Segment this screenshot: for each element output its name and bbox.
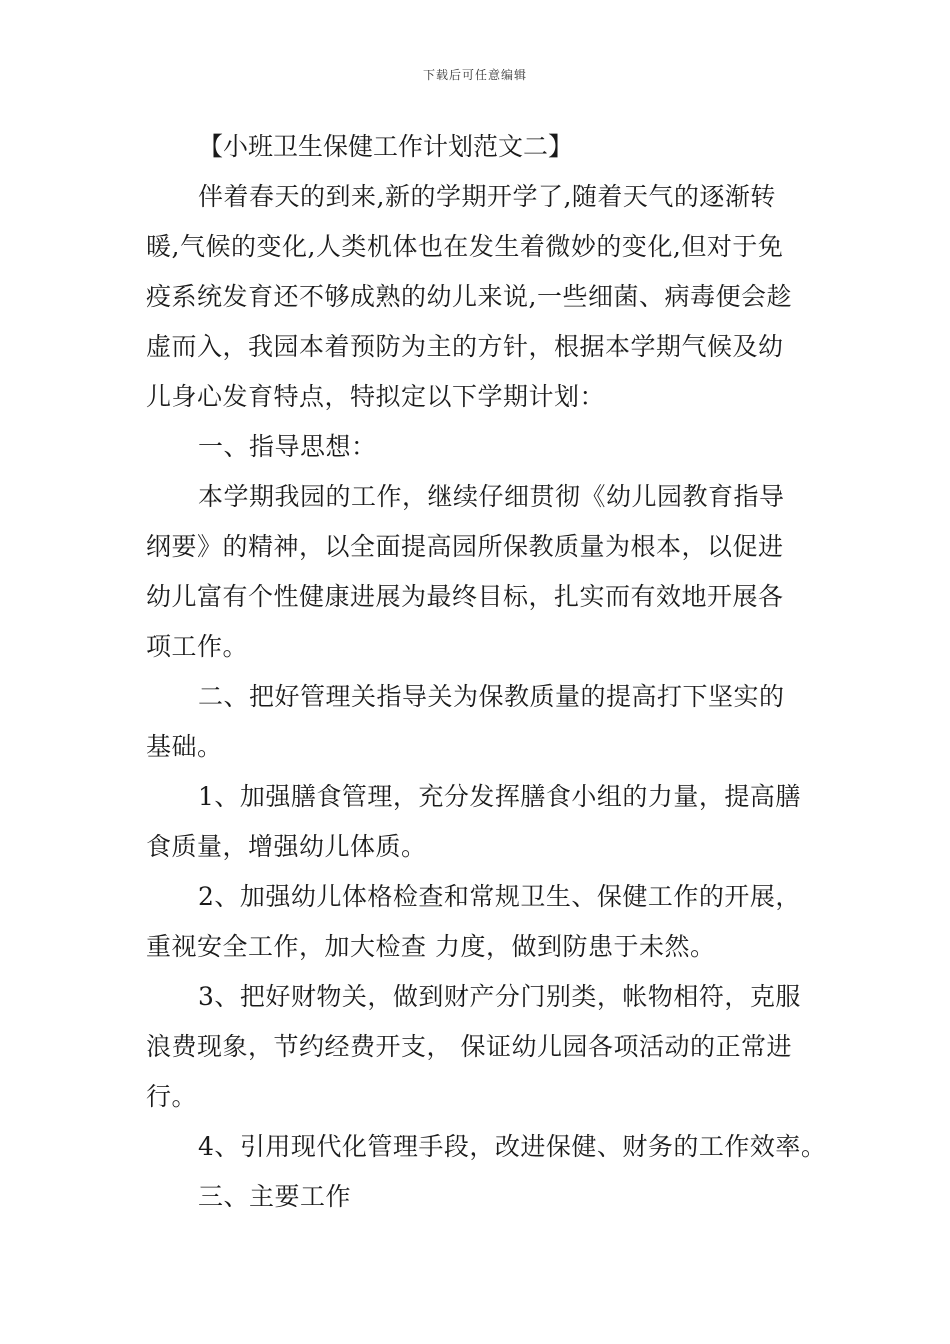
- paragraph-line: 暖,气候的变化,人类机体也在发生着微妙的变化,但对于免: [146, 232, 784, 261]
- header-note: 下载后可任意编辑: [422, 68, 527, 82]
- document-title: 【小班卫生保健工作计划范文二】: [198, 132, 574, 161]
- paragraph-line: 重视安全工作，加大检查 力度，做到防患于未然。: [146, 932, 716, 961]
- paragraph-line: 本学期我园的工作，继续仔细贯彻《幼儿园教育指导: [198, 482, 785, 511]
- paragraph-line: 疫系统发育还不够成熟的幼儿来说,一些细菌、病毒便会趁: [146, 282, 792, 311]
- paragraph-line: 项工作。: [146, 632, 249, 661]
- heading-line: 二、把好管理关指导关为保教质量的提高打下坚实的: [198, 682, 785, 711]
- paragraph-line: 浪费现象，节约经费开支， 保证幼儿园各项活动的正常进: [146, 1032, 792, 1061]
- paragraph-guiding-thought: [146, 472, 810, 672]
- list-item-1: [146, 772, 810, 872]
- section-heading-guiding-thought: [146, 422, 810, 472]
- paragraph-line: 1、加强膳食管理，充分发挥膳食小组的力量，提高膳: [198, 782, 801, 811]
- paragraph-line: 虚而入，我园本着预防为主的方针，根据本学期气候及幼: [146, 332, 784, 361]
- paragraph-line: 儿身心发育特点，特拟定以下学期计划：: [146, 382, 606, 411]
- paragraph-line: 3、把好财物关，做到财产分门别类，帐物相符，克服: [198, 982, 801, 1011]
- heading-line: 一、指导思想：: [198, 432, 377, 461]
- paragraph-line: 行。: [146, 1082, 198, 1111]
- heading-line: 基础。: [146, 732, 223, 761]
- document-body: [146, 122, 827, 1222]
- paragraph-line: 2、加强幼儿体格检查和常规卫生、保健工作的开展，: [198, 882, 801, 911]
- paragraph-line: 食质量，增强幼儿体质。: [146, 832, 427, 861]
- paragraph-line: 伴着春天的到来,新的学期开学了,随着天气的逐渐转: [198, 182, 776, 211]
- list-item-4: [146, 1122, 827, 1172]
- list-item-3: [146, 972, 810, 1122]
- paragraph-intro: [146, 172, 810, 422]
- section-heading-main-work: [146, 1172, 810, 1222]
- paragraph-line: 纲要》的精神，以全面提高园所保教质量为根本，以促进: [146, 532, 784, 561]
- paragraph-line: 幼儿富有个性健康进展为最终目标，扎实而有效地开展各: [146, 582, 784, 611]
- paragraph-line: 4、引用现代化管理手段，改进保健、财务的工作效率。: [198, 1132, 827, 1161]
- section-heading-management: [146, 672, 810, 772]
- list-item-2: [146, 872, 810, 972]
- heading-line: 三、主要工作: [198, 1182, 352, 1211]
